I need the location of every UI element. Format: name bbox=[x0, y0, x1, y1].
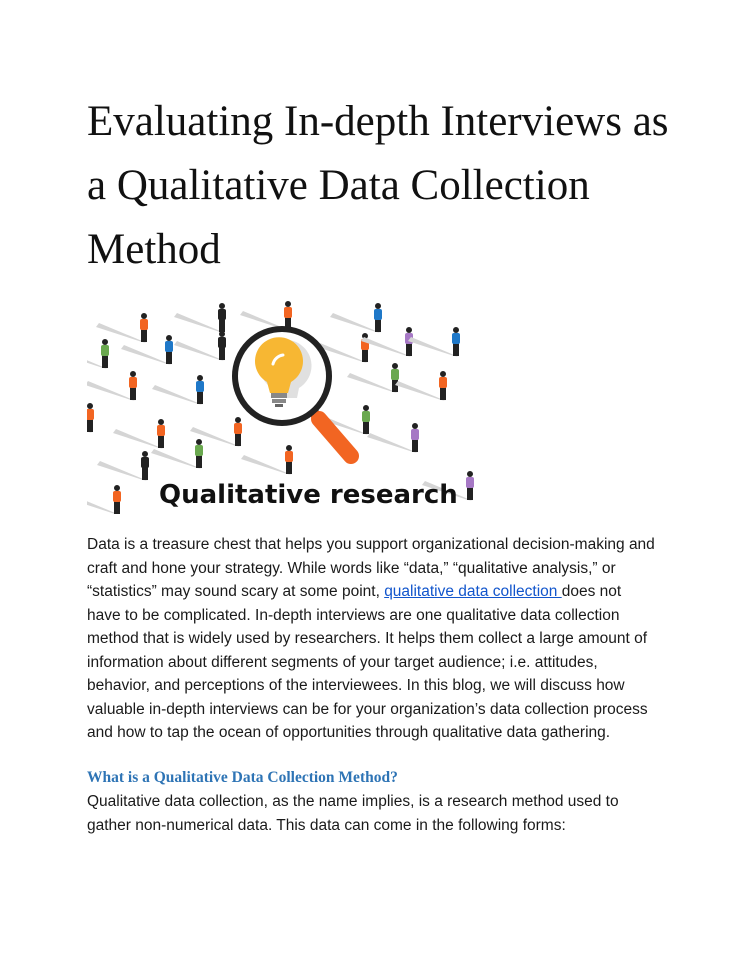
person-icon bbox=[96, 313, 148, 343]
person-icon bbox=[330, 303, 382, 333]
person-icon bbox=[152, 375, 204, 405]
person-icon bbox=[87, 403, 94, 433]
hero-caption: Qualitative research bbox=[159, 480, 458, 510]
section-paragraph: Qualitative data collection, as the name implies, is a research method used to gather non-numerical data. This data can come in the following forms: bbox=[87, 793, 619, 834]
person-icon bbox=[174, 331, 226, 361]
magnifying-glass-icon bbox=[235, 329, 351, 456]
person-icon bbox=[87, 339, 109, 369]
person-icon bbox=[174, 303, 226, 333]
person-icon bbox=[395, 371, 447, 401]
person-icon bbox=[97, 451, 149, 481]
hero-image bbox=[87, 292, 487, 514]
person-icon bbox=[113, 419, 165, 449]
person-icon bbox=[408, 327, 460, 357]
person-icon bbox=[241, 445, 293, 475]
page-title: Evaluating In-depth Interviews as a Qualitative Data Collection Method bbox=[87, 98, 669, 273]
person-icon bbox=[87, 485, 121, 514]
person-icon bbox=[361, 327, 413, 357]
qualitative-data-collection-link[interactable]: qualitative data collection bbox=[384, 583, 562, 600]
section-heading: What is a Qualitative Data Collection Method? bbox=[87, 769, 398, 786]
intro-paragraph: Data is a treasure chest that helps you support organizational decision-making and craft and hone your strategy. While words like “data,” “qualitative analysis,” or “statistics” may sound scary at some point, qualitative data collection does not have to be complicated. In-depth interviews are one qualitative data collection method that is widely used by researchers. It helps them collect a large amount of information about different segments of your target audience; i.e. attitudes, behavior, and perceptions of the interviewees. In this blog, we will discuss how valuable in-depth interviews can be for your organization’s data collection process and how to tap the ocean of opportunities through qualitative data gathering. bbox=[87, 536, 655, 741]
person-icon bbox=[347, 363, 399, 393]
person-icon bbox=[87, 371, 137, 401]
person-icon bbox=[367, 423, 419, 453]
